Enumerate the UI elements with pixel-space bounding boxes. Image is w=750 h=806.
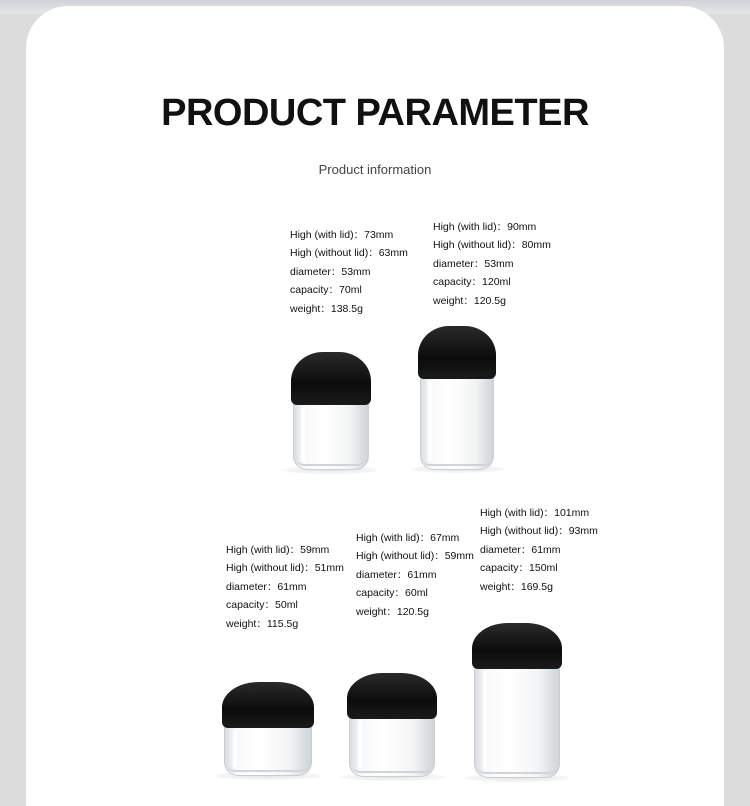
spec-high-without-lid: High (without lid)：63mm (290, 247, 408, 260)
spec-high-with-lid: High (with lid)：59mm (226, 544, 330, 556)
spec-high-with-lid: High (with lid)：73mm (290, 229, 394, 241)
product-3-jar-image (222, 682, 314, 776)
product-4-specs (356, 529, 474, 621)
product-1-specs (290, 226, 408, 318)
spec-high-with-lid: High (with lid)：101mm (480, 507, 590, 519)
spec-capacity: capacity：70ml (290, 284, 362, 297)
spec-high-without-lid: High (without lid)：51mm (226, 562, 344, 575)
spec-high-without-lid: High (without lid)：59mm (356, 550, 474, 563)
product-5-jar-image (472, 623, 562, 778)
jar-lid (291, 352, 371, 405)
spec-diameter: diameter：61mm (480, 543, 561, 556)
spec-high-with-lid: High (with lid)：67mm (356, 532, 460, 544)
spec-diameter: diameter：61mm (356, 568, 437, 581)
spec-weight: weight：120.5g (433, 294, 506, 307)
spec-high-with-lid: High (with lid)：90mm (433, 221, 537, 233)
jar-glass (224, 724, 312, 776)
jar-glass (293, 402, 370, 470)
jar-lid (418, 326, 496, 379)
spec-capacity: capacity：50ml (226, 599, 298, 612)
spec-high-without-lid: High (without lid)：80mm (433, 239, 551, 252)
spec-capacity: capacity：120ml (433, 276, 511, 289)
product-3-specs (226, 541, 344, 633)
jar-glass (349, 715, 435, 777)
jar-glass (474, 665, 560, 778)
jar-lid (472, 623, 562, 669)
spec-high-without-lid: High (without lid)：93mm (480, 525, 598, 538)
product-5-specs (480, 504, 598, 596)
spec-diameter: diameter：53mm (433, 257, 514, 270)
product-2-specs (433, 218, 551, 310)
spec-capacity: capacity：150ml (480, 562, 558, 575)
spec-weight: weight：169.5g (480, 580, 553, 593)
product-2-jar-image (418, 326, 496, 470)
page-subtitle: Product information (318, 162, 432, 177)
jar-lid (347, 673, 437, 719)
product-1-jar-image (291, 352, 371, 470)
spec-diameter: diameter：53mm (290, 265, 371, 278)
page-title: PRODUCT PARAMETER (161, 92, 589, 134)
product-4-jar-image (347, 673, 437, 777)
jar-glass (420, 376, 495, 470)
jar-lid (222, 682, 314, 728)
spec-weight: weight：138.5g (290, 302, 363, 315)
spec-weight: weight：120.5g (356, 605, 429, 618)
spec-capacity: capacity：60ml (356, 587, 428, 600)
spec-diameter: diameter：61mm (226, 580, 307, 593)
spec-weight: weight：115.5g (226, 617, 299, 630)
